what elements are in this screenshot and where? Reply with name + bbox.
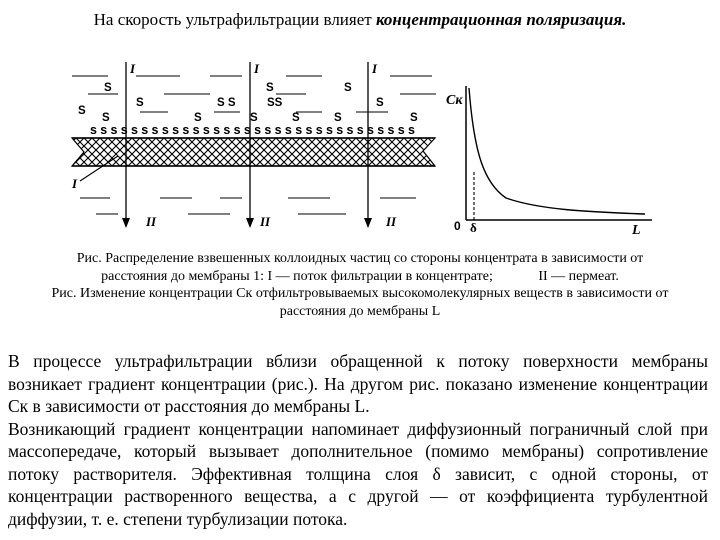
- body-text: [8, 350, 708, 530]
- figure-caption: [0, 250, 720, 320]
- solute-row2-d: S: [376, 97, 384, 109]
- solute-layer: ssssssssssssssssssssssssssssssss: [90, 123, 415, 137]
- caption-line-4: расстояния до мембраны L: [279, 303, 441, 319]
- caption-line-1: Рис. Распределение взвешенных коллоидных частиц со стороны концентрата в зависимости от: [76, 251, 644, 266]
- stream-label-bottom-3: II: [386, 214, 397, 229]
- membrane-figure: [60, 58, 665, 250]
- solute-row3-d: S: [334, 112, 342, 124]
- graph-delta-label: δ: [470, 220, 477, 235]
- stream-label-bottom-1: II: [146, 214, 157, 229]
- solute-row3-b: S: [194, 112, 202, 124]
- slide-title: [0, 9, 720, 31]
- solute-row2-e: S: [136, 97, 144, 109]
- body-paragraph-1: В процессе ультрафильтрации вблизи обращенной к потоку поверхности мембраны возникает градиент концентрации (рис.). На другом рис. показано изменение концентрации Cк в зависимости от расстояния до мембраны L.: [8, 351, 708, 416]
- concentration-curve: [469, 88, 645, 214]
- slide-title-emphasis: концентрационная поляризация.: [375, 10, 627, 29]
- stream-label-top-1: I: [130, 61, 136, 76]
- slide-title-plain: На скорость ультрафильтрации влияет: [93, 10, 376, 29]
- caption-line-3: Рис. Изменение концентрации Cк отфильтровываемых высокомолекулярных веществ в зависимости от: [51, 286, 669, 301]
- caption-line-2b: II — пермеат.: [538, 268, 619, 284]
- stream-label-top-2: I: [254, 61, 260, 76]
- solute-particles: [78, 82, 418, 124]
- graph-x-label: L: [632, 223, 641, 238]
- solute-row3-f: S: [250, 112, 258, 124]
- graph-y-label-text: Cк: [446, 93, 463, 108]
- body-paragraph-2: Возникающий градиент концентрации напоминает диффузионный пограничный слой при массопередаче, который вызывает дополнительное (помимо мембраны) сопротивление потоку растворителя. Эффективная толщина слоя δ зависит, с одной стороны, от концентрации растворенного вещества, а с другой — от коэффициента турбулентной диффузии, т. е. степени турбулизации потока.: [8, 418, 708, 529]
- stream-label-bottom-2: II: [260, 214, 271, 229]
- solute-row2-a: S: [78, 105, 86, 117]
- graph-y-label: [446, 93, 463, 108]
- solute-row1-a: S: [104, 82, 112, 94]
- caption-line-2a: расстояния до мембраны 1: I — поток фильтрации в концентрате;: [101, 268, 493, 284]
- solute-row3-c: S: [292, 112, 300, 124]
- solute-row1-c: S: [344, 82, 352, 94]
- solute-row2-c: SS: [267, 97, 283, 109]
- caption-line-2: [0, 268, 720, 286]
- concentration-graph: [446, 86, 652, 238]
- stream-label-top-3: I: [372, 61, 378, 76]
- solute-row3-e: S: [410, 112, 418, 124]
- graph-origin-label: 0: [454, 219, 461, 233]
- solute-row1-b: S: [266, 82, 274, 94]
- solute-row2-b: S S: [217, 97, 236, 109]
- solute-row3-a: S: [102, 112, 110, 124]
- side-label: I: [72, 176, 78, 191]
